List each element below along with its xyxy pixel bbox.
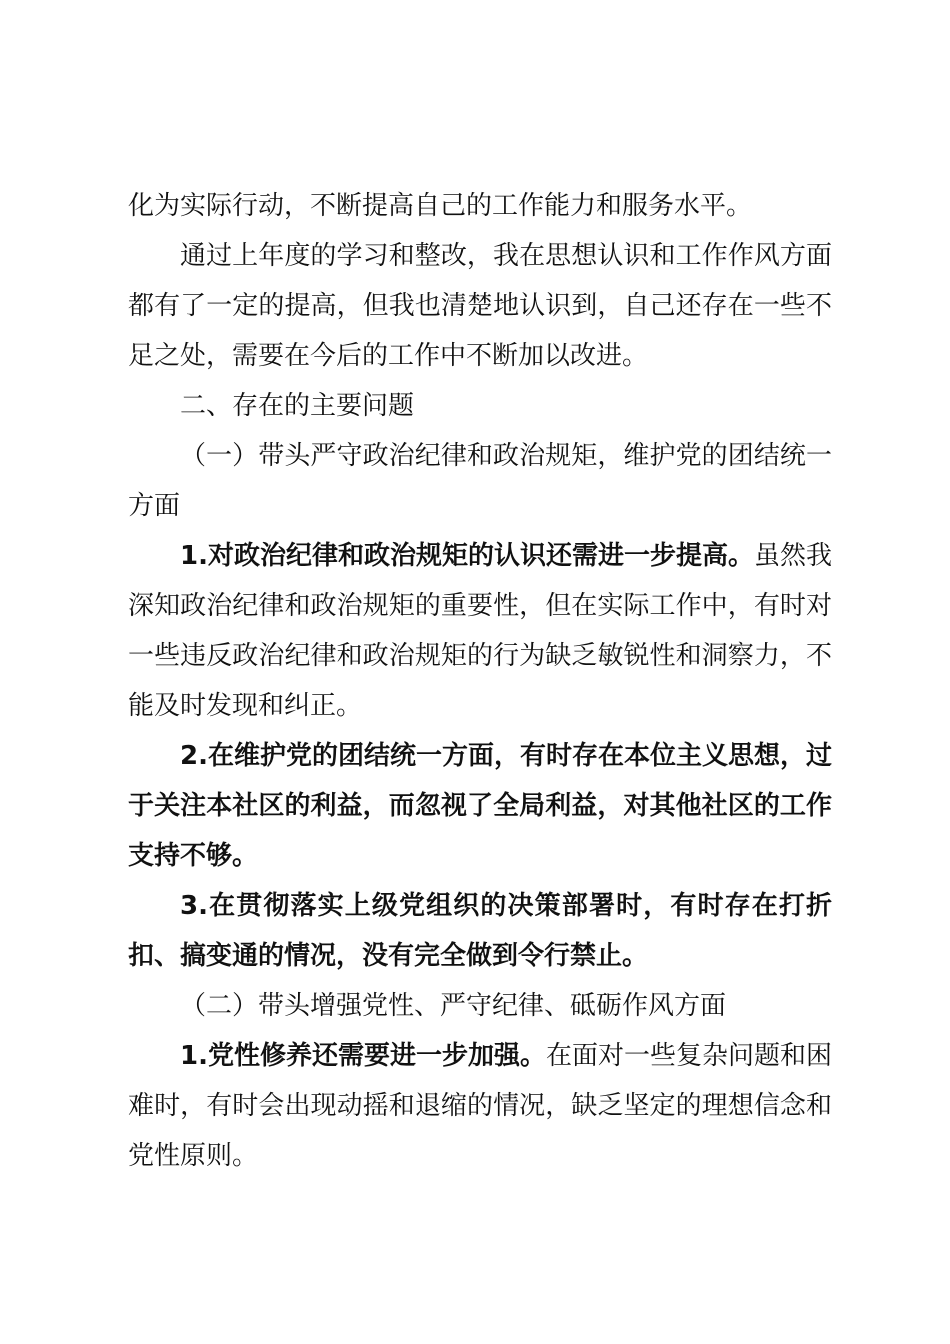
paragraph-text: （一）带头严守政治纪律和政治规矩，维护党的团结统一方面 [128, 441, 832, 521]
bold-lead: 1.党性修养还需要进一步加强。 [180, 1041, 546, 1071]
list-item-1-2 [128, 731, 832, 881]
paragraph-text: 二、存在的主要问题 [180, 391, 415, 421]
list-item-1-3 [128, 881, 832, 981]
paragraph-continuation [128, 181, 832, 231]
list-item-1-1 [128, 531, 832, 731]
subsection-heading-2 [128, 981, 832, 1031]
paragraph-text: （二）带头增强党性、严守纪律、砥砺作风方面 [180, 991, 727, 1021]
section-heading [128, 381, 832, 431]
paragraph-text: 化为实际行动，不断提高自己的工作能力和服务水平。 [128, 191, 753, 221]
paragraph-intro [128, 231, 832, 381]
bold-lead: 1.对政治纪律和政治规矩的认识还需进一步提高。 [180, 541, 754, 571]
bold-lead: 3.在贯彻落实上级党组织的决策部署时，有时存在打折扣、搞变通的情况，没有完全做到令行禁止。 [128, 891, 832, 971]
bold-lead: 2.在维护党的团结统一方面，有时存在本位主义思想，过于关注本社区的利益，而忽视了全局利益，对其他社区的工作支持不够。 [128, 741, 832, 871]
paragraph-text: 通过上年度的学习和整改，我在思想认识和工作作风方面都有了一定的提高，但我也清楚地认识到，自己还存在一些不足之处，需要在今后的工作中不断加以改进。 [128, 241, 832, 371]
list-item-2-1 [128, 1031, 832, 1181]
document-body [128, 181, 832, 1181]
paragraph-text: 虽然我深知政治纪律和政治规矩的重要性，但在实际工作中，有时对一些违反政治纪律和政治规矩的行为缺乏敏锐性和洞察力，不能及时发现和纠正。 [128, 541, 832, 721]
subsection-heading-1 [128, 431, 832, 531]
paragraph-text: 在面对一些复杂问题和困难时，有时会出现动摇和退缩的情况，缺乏坚定的理想信念和党性原则。 [128, 1041, 832, 1171]
